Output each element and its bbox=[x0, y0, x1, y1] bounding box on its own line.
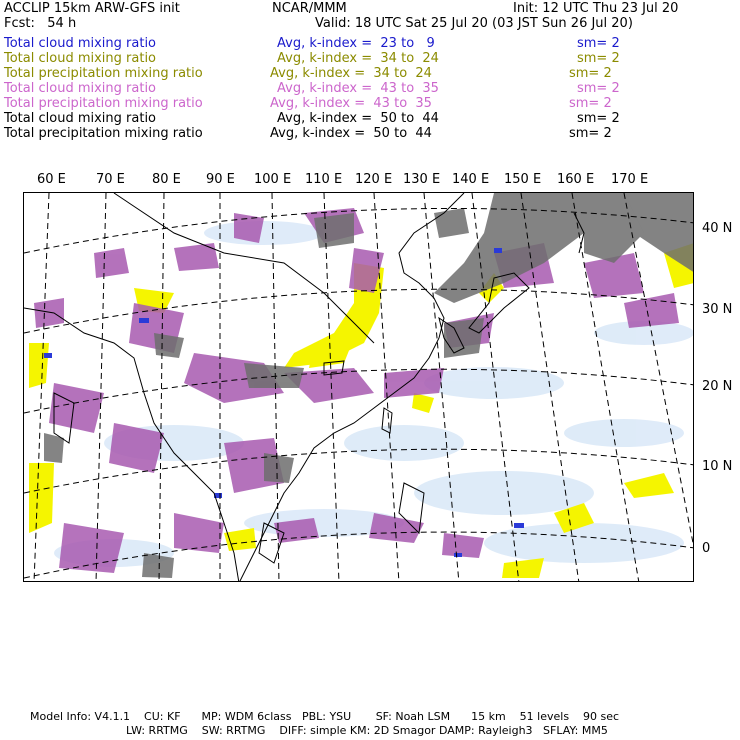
map-canvas bbox=[24, 193, 694, 582]
legend-field: Total precipitation mixing ratio bbox=[4, 96, 203, 111]
legend-field: Total precipitation mixing ratio bbox=[4, 66, 203, 81]
forecast-map bbox=[23, 192, 694, 582]
init-time: Init: 12 UTC Thu 23 Jul 20 bbox=[513, 1, 679, 16]
model-title: ACCLIP 15km ARW-GFS init bbox=[4, 1, 180, 16]
legend-avg: Avg, k-index = 23 to 9 bbox=[277, 36, 435, 51]
lat-label: 20 N bbox=[702, 379, 733, 394]
legend-avg: Avg, k-index = 43 to 35 bbox=[277, 81, 439, 96]
legend-field: Total cloud mixing ratio bbox=[4, 51, 157, 66]
lat-label: 0 bbox=[702, 541, 711, 556]
lon-label: 70 E bbox=[96, 172, 125, 187]
lat-label: 40 N bbox=[702, 221, 733, 236]
model-info-line-1: Model Info: V4.1.1 CU: KF MP: WDM 6class PBL: YSU SF: Noah LSM 15 km 51 levels 90 sec bbox=[30, 710, 620, 723]
legend-sm: sm= 2 bbox=[577, 81, 620, 96]
lon-label: 80 E bbox=[152, 172, 181, 187]
legend-avg: Avg, k-index = 34 to 24 bbox=[270, 66, 432, 81]
legend-sm: sm= 2 bbox=[577, 111, 620, 126]
lon-label: 110 E bbox=[305, 172, 343, 187]
legend-sm: sm= 2 bbox=[569, 126, 612, 141]
lon-label: 170 E bbox=[611, 172, 649, 187]
legend-avg: Avg, k-index = 50 to 44 bbox=[270, 126, 432, 141]
legend-field: Total precipitation mixing ratio bbox=[4, 126, 203, 141]
lat-label: 30 N bbox=[702, 302, 733, 317]
lon-label: 140 E bbox=[452, 172, 490, 187]
legend-avg: Avg, k-index = 34 to 24 bbox=[277, 51, 439, 66]
legend-field: Total cloud mixing ratio bbox=[4, 111, 157, 126]
lon-label: 160 E bbox=[557, 172, 595, 187]
lon-label: 100 E bbox=[254, 172, 292, 187]
legend-avg: Avg, k-index = 43 to 35 bbox=[270, 96, 432, 111]
legend-field: Total cloud mixing ratio bbox=[4, 36, 157, 51]
valid-time: Valid: 18 UTC Sat 25 Jul 20 (03 JST Sun 26 Jul 20) bbox=[315, 16, 633, 31]
legend-sm: sm= 2 bbox=[577, 36, 620, 51]
organization-label: NCAR/MMM bbox=[272, 1, 347, 16]
lon-label: 150 E bbox=[504, 172, 542, 187]
model-info-line-2: LW: RRTMG SW: RRTMG DIFF: simple KM: 2D Smagor DAMP: Rayleigh3 SFLAY: MM5 bbox=[126, 724, 608, 737]
legend-sm: sm= 2 bbox=[569, 66, 612, 81]
legend-field: Total cloud mixing ratio bbox=[4, 81, 157, 96]
lon-label: 130 E bbox=[403, 172, 441, 187]
forecast-hour: Fcst: 54 h bbox=[4, 16, 77, 31]
lon-label: 60 E bbox=[37, 172, 66, 187]
legend-sm: sm= 2 bbox=[569, 96, 612, 111]
legend-avg: Avg, k-index = 50 to 44 bbox=[277, 111, 439, 126]
lon-label: 120 E bbox=[355, 172, 393, 187]
lon-label: 90 E bbox=[206, 172, 235, 187]
legend-sm: sm= 2 bbox=[577, 51, 620, 66]
lat-label: 10 N bbox=[702, 459, 733, 474]
